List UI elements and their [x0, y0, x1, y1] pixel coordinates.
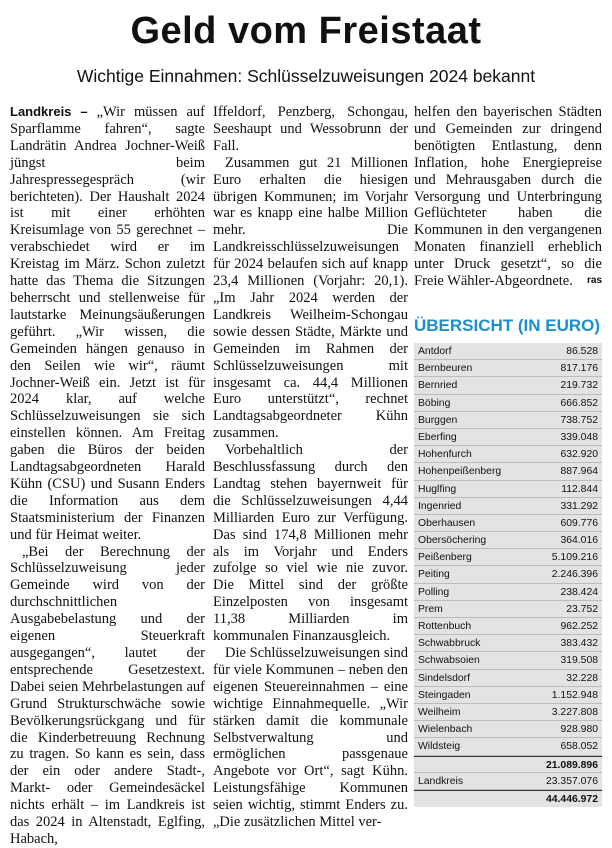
municipality-name: Eberfing: [418, 431, 457, 443]
amount-value: 23.357.076: [545, 775, 598, 787]
table-row: [414, 721, 602, 738]
amount-value: 339.048: [560, 431, 598, 443]
municipality-name: Polling: [418, 586, 450, 598]
table-row: [414, 566, 602, 583]
municipality-name: Hohenpeißenberg: [418, 466, 502, 478]
table-row: [414, 790, 602, 807]
table-row: [414, 498, 602, 515]
municipality-name: Bernried: [418, 380, 458, 392]
dateline: Landkreis –: [10, 104, 88, 119]
municipality-name: Peißenberg: [418, 552, 472, 564]
overview-table: [414, 343, 602, 807]
amount-value: 112.844: [561, 483, 598, 495]
amount-value: 383.432: [560, 638, 598, 650]
table-row: [414, 738, 602, 755]
amount-value: 817.176: [560, 363, 598, 375]
table-row: [414, 377, 602, 394]
amount-value: 364.016: [560, 535, 598, 547]
paragraph-text: helfen den bayerischen Städten und Gemeinden zur dringend benötigten Entlastung, denn Inflation, hohe Energiepreise und Mehrausgaben durch die Versorgung und Unterbringung Geflüchteter haben die Kommunen in den vergangenen Monaten finanziell erheblich unter Druck gesetzt“, so die Freie Wähler-Abgeordnete.: [414, 104, 602, 290]
article-paragraph: Vorbehaltlich der Beschlussfassung durch den Landtag stehen bayernweit für die Schlüsselzuweisungen 4,44 Milliarden Euro zur Verfügung. Das sind 174,8 Millionen mehr als im Vorjahr und Enders zufolge so viel wie nie zuvor. Die Mittel sind der größte Einzelposten von insgesamt 11,38 Milliarden im kommunalen Finanzausgleich.: [213, 442, 408, 645]
amount-value: 319.508: [560, 655, 598, 667]
amount-value: 1.152.948: [551, 689, 598, 701]
article-column-1: [10, 104, 205, 848]
table-row: [414, 704, 602, 721]
amount-value: 238.424: [560, 586, 598, 598]
amount-value: 3.227.808: [551, 706, 598, 718]
amount-value: 219.732: [560, 380, 598, 392]
amount-value: 32.228: [566, 672, 598, 684]
table-row: [414, 532, 602, 549]
table-row: [414, 446, 602, 463]
table-row: [414, 429, 602, 446]
overview-box-title: ÜBERSICHT (IN EURO): [414, 316, 601, 335]
municipality-name: Landkreis: [418, 775, 464, 787]
municipality-name: Bernbeuren: [418, 363, 473, 375]
author-initials: ras: [586, 275, 602, 287]
amount-value: 5.109.216: [551, 552, 598, 564]
table-row: [414, 635, 602, 652]
table-row: [414, 773, 602, 790]
amount-value: 928.980: [560, 724, 598, 736]
municipality-name: Weilheim: [418, 706, 461, 718]
table-row: [414, 601, 602, 618]
municipality-name: Hohenfurch: [418, 449, 472, 461]
municipality-name: Wielenbach: [418, 724, 473, 736]
amount-value: 666.852: [560, 397, 598, 409]
article-paragraph: Iffeldorf, Penzberg, Schongau, Seeshaupt und Wessobrunn der Fall.: [213, 104, 408, 154]
municipality-name: Rottenbuch: [418, 621, 472, 632]
amount-value: 23.752: [566, 603, 598, 615]
amount-value: 962.252: [560, 621, 598, 632]
subheadline: Wichtige Einnahmen: Schlüsselzuweisungen 2024 bekannt: [76, 66, 536, 86]
amount-value: 887.964: [560, 466, 598, 478]
table-row: [414, 670, 602, 687]
table-row: [414, 687, 602, 704]
amount-value: 86.528: [566, 346, 598, 357]
municipality-name: Schwabsoien: [418, 655, 480, 667]
municipality-name: Steingaden: [418, 689, 471, 701]
headline: Geld vom Freistaat: [130, 10, 482, 52]
municipality-name: Peiting: [418, 569, 450, 581]
article-paragraph: „Bei der Berechnung der Schlüsselzuweisung jeder Gemeinde wird von der durchschnittlichen Ausgabebelastung und der eigenen Steuerkraft ausgegangen“, lautet der entsprechende Gesetzestext. Dabei seien Mehrbelastungen auf Grund Strukturschwäche sowie Bevölkerungsrückgang und für die Kinderbetreuung Rechnung zu tragen. So kann es sein, dass der ein oder andere Stadt-, Markt- oder Gemeindesäckel nichts erhält – im Landkreis ist das 2024 in Altenstadt, Eglfing, Habach,: [10, 543, 205, 847]
amount-value: 632.920: [560, 449, 598, 461]
municipality-name: Ingenried: [418, 500, 462, 512]
table-row: [414, 652, 602, 669]
table-row: [414, 343, 602, 360]
amount-value: 658.052: [560, 741, 598, 753]
amount-value: 738.752: [560, 414, 598, 426]
table-row: [414, 360, 602, 377]
municipality-name: Huglfing: [418, 483, 457, 495]
municipality-name: Burggen: [418, 414, 458, 426]
municipality-name: Oberhausen: [418, 517, 476, 529]
municipality-name: Obersöchering: [418, 535, 487, 547]
table-row: [414, 584, 602, 601]
table-row: [414, 549, 602, 566]
municipality-name: Schwabbruck: [418, 638, 481, 650]
municipality-name: Antdorf: [418, 346, 452, 357]
table-row: [414, 515, 602, 532]
article-paragraph: [10, 104, 205, 544]
amount-value: 44.446.972: [545, 793, 598, 805]
municipality-name: Prem: [418, 603, 443, 615]
municipality-name: Wildsteig: [418, 741, 461, 753]
paragraph-text: „Wir müssen auf Sparflamme fahren“, sagte Landrätin Andrea Jochner-Weiß jüngst beim Jahrespressegespräch (wir berichteten). Der Haushalt 2024 ist mit einer erhöhten Kreisumlage von 55 gerechnet – verabschiedet wird er im Kreistag im März. Schon zuletzt hatte das Thema die Sitzungen beherrscht und stellenweise für lautstarke Meinungsäußerungen geführt. „Wir wissen, die Gemeinden hängen genauso in den Seilen wie wir“, räumt Jochner-Weiß ein. Jetzt ist für 2024 klar, auf welche Schlüsselzuweisungen sie sich einstellen können. Am Freitag gaben die Büros der beiden Landtagsabgeordneten Harald Kühn (CSU) und Susann Enders die Information aus dem Staatsministerium der Finanzen und für Heimat weiter.: [10, 104, 205, 543]
amount-value: 21.089.896: [545, 759, 598, 771]
amount-value: 2.246.396: [551, 569, 598, 581]
municipality-name: Böbing: [418, 397, 451, 409]
table-row: [414, 463, 602, 480]
article-column-2: [213, 104, 408, 831]
table-row: [414, 756, 602, 773]
table-row: [414, 412, 602, 429]
table-row: [414, 481, 602, 498]
article-paragraph: [414, 104, 602, 290]
amount-value: 331.292: [560, 500, 598, 512]
table-row: [414, 395, 602, 412]
table-row: [414, 618, 602, 635]
municipality-name: Sindelsdorf: [418, 672, 470, 684]
amount-value: 609.776: [560, 517, 598, 529]
article-paragraph: Zusammen gut 21 Millionen Euro erhalten die hiesigen übrigen Kommunen; im Vorjahr war es knapp eine halbe Million mehr. Die Landkreisschlüsselzuweisungen für 2024 belaufen sich auf knapp 23,4 Millionen (Vorjahr: 20,1). „Im Jahr 2024 werden der Landkreis Weilheim-Schongau sowie dessen Städte, Märkte und Gemeinden im Rahmen der Schlüsselzuweisungen mit insgesamt ca. 44,4 Millionen Euro unterstützt“, rechnet Landtagsabgeordneter Kühn zusammen.: [213, 154, 408, 442]
article-column-3: [414, 104, 602, 290]
article-paragraph: Die Schlüsselzuweisungen sind für viele Kommunen – neben den eigenen Steuereinnahmen – eine wichtige Einnahmequelle. „Wir stärken damit die kommunale Selbstverwaltung und ermöglichen passgenaue Angebote vor Ort“, sagt Kühn. Leistungsfähige Kommunen seien wichtig, stimmt Enders zu. „Die zusätzlichen Mittel ver-: [213, 645, 408, 831]
